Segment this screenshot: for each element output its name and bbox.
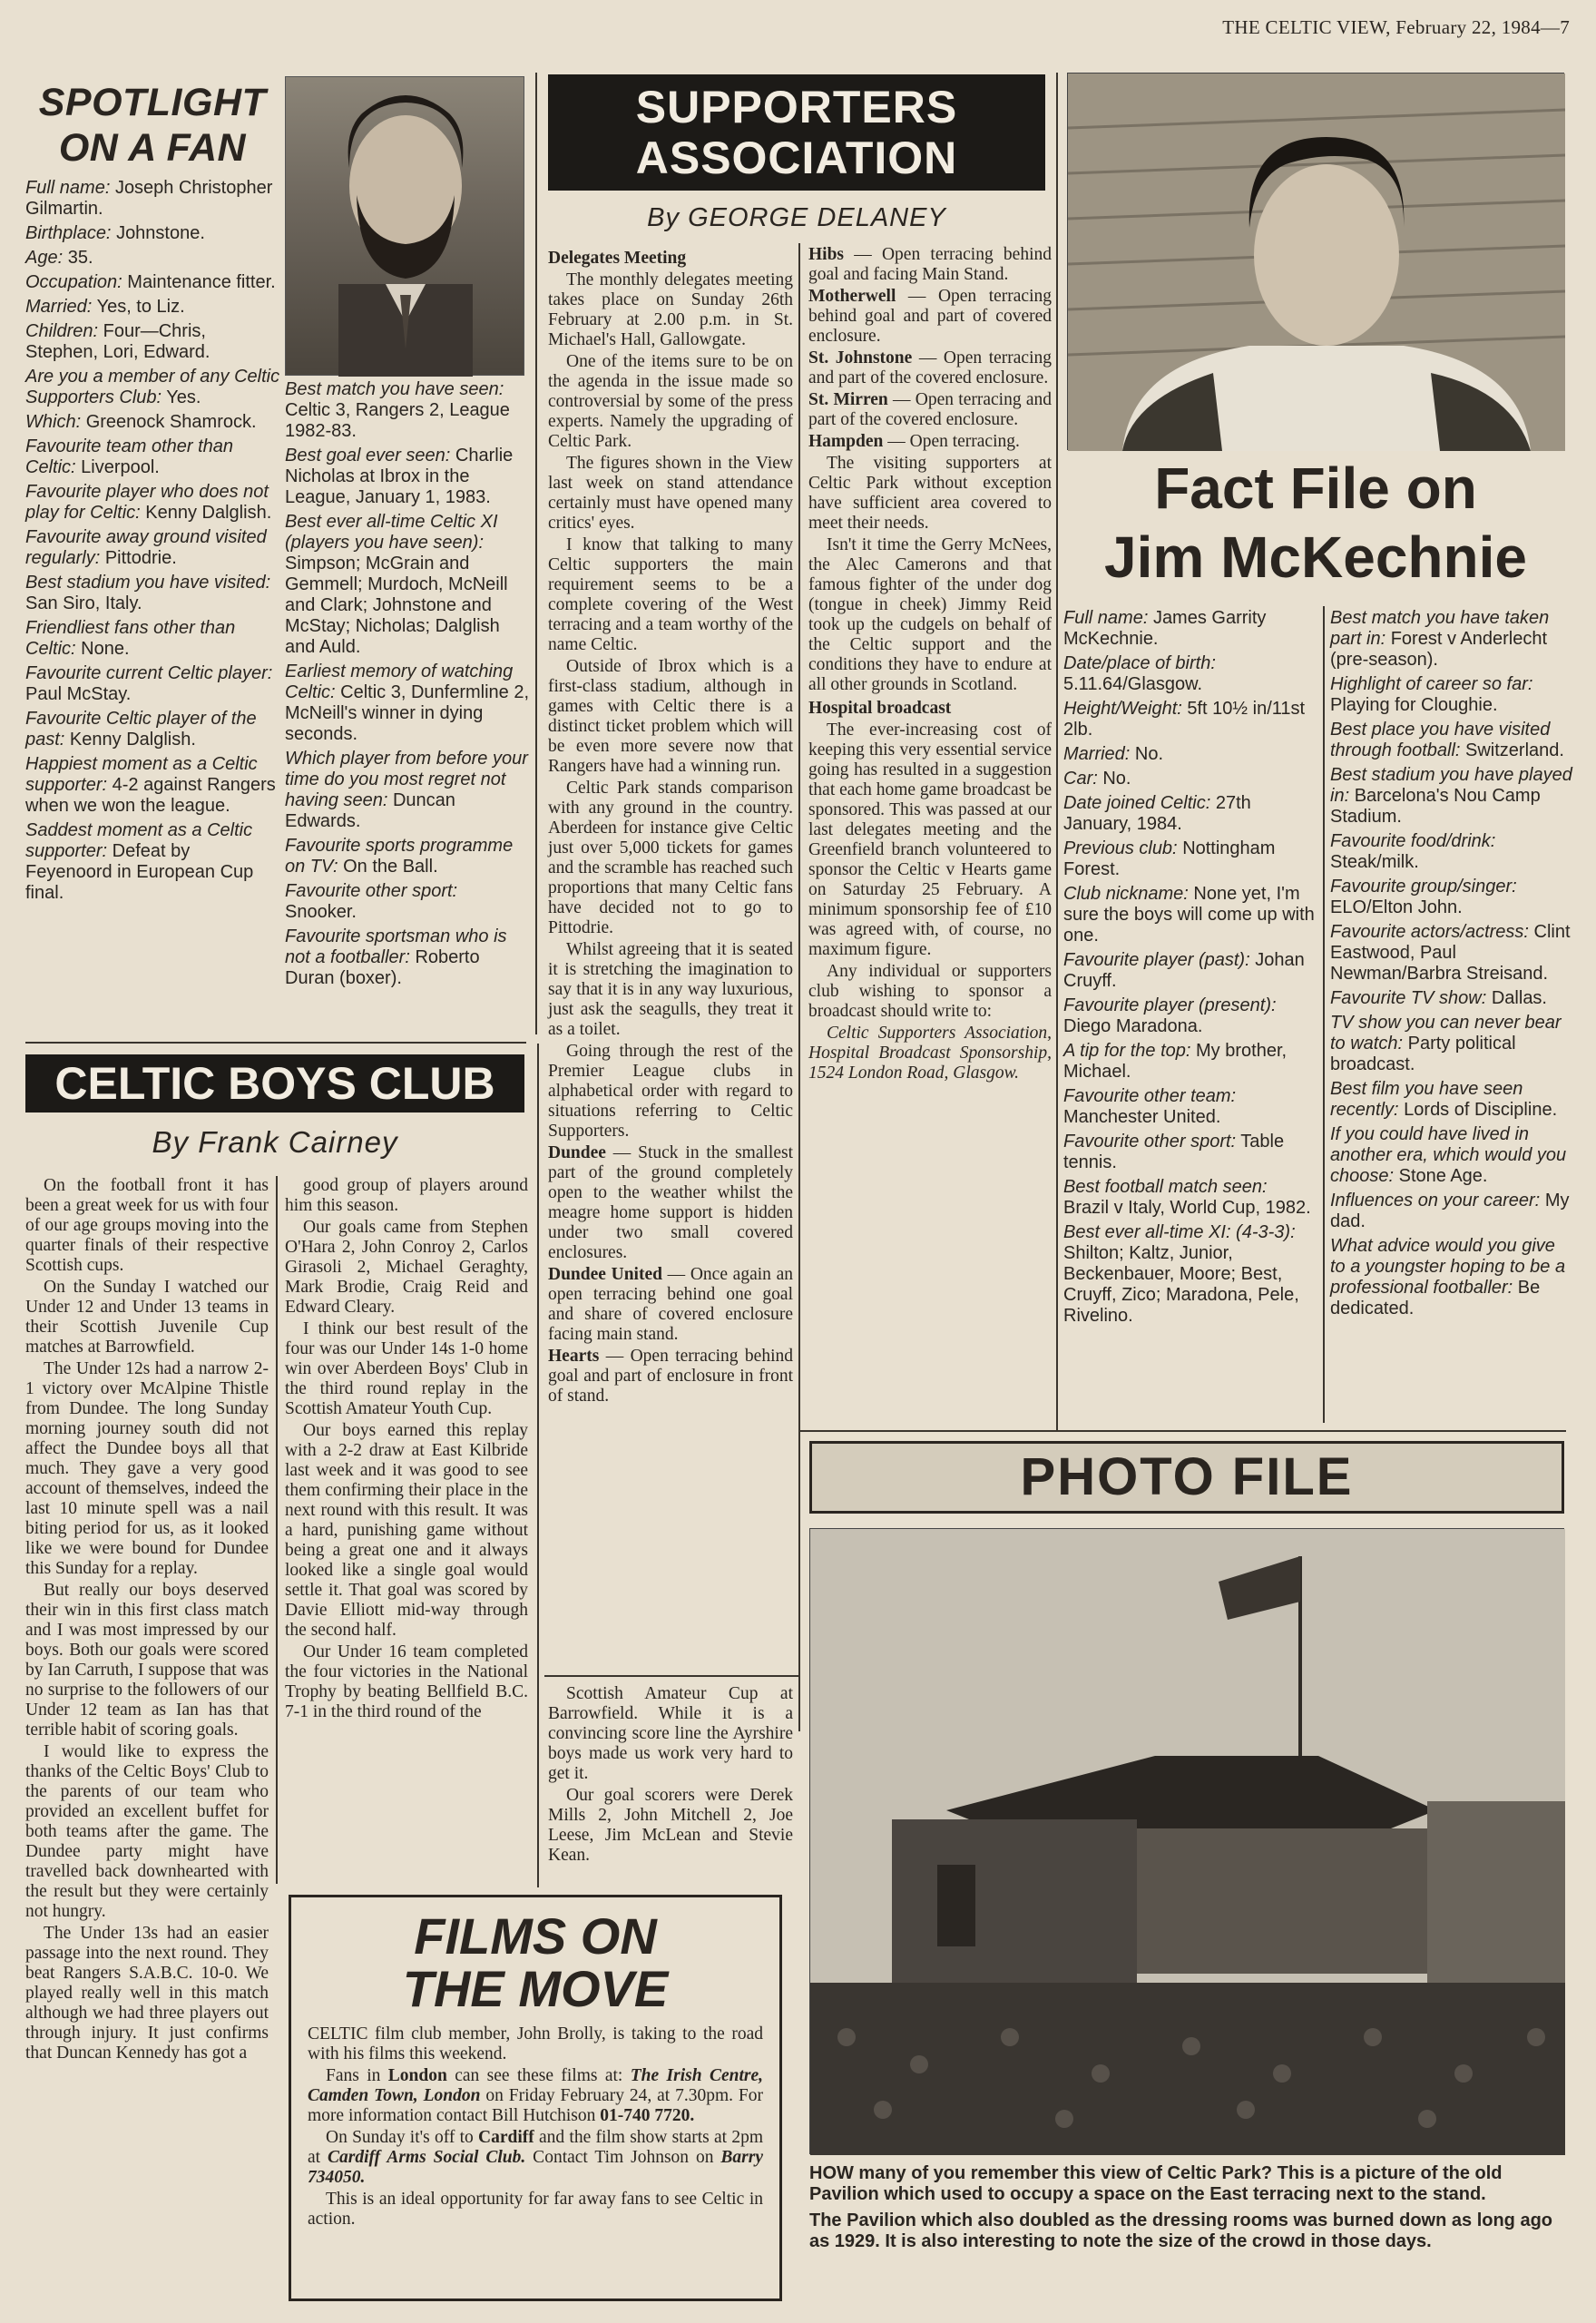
qa-entry bbox=[25, 436, 281, 478]
qa-entry bbox=[1063, 653, 1316, 695]
qa-answer: Stone Age. bbox=[1398, 1166, 1488, 1186]
paragraph: I would like to express the thanks of the Celtic Boys' Club to the parents of our team who provided an excellent buffet for both teams after the game. The Dundee party might have travelled back downhearted with the result but they were certainly not hungry. bbox=[25, 1742, 269, 1921]
ground-name: Dundee bbox=[548, 1143, 606, 1162]
mckechnie-photo bbox=[1067, 73, 1564, 450]
qa-entry bbox=[25, 573, 281, 614]
qa-answer: Diego Maradona. bbox=[1063, 1016, 1203, 1036]
ground-description: — Open terracing behind goal and facing Main Stand. bbox=[808, 245, 1052, 284]
supporters-column-2 bbox=[808, 245, 1052, 1085]
ground-name: St. Johnstone bbox=[808, 348, 913, 368]
qa-entry bbox=[25, 482, 281, 524]
qa-question: Best ever all-time XI: (4-3-3): bbox=[1063, 1222, 1296, 1242]
qa-question: Favourite other sport: bbox=[1063, 1132, 1237, 1152]
paragraph: One of the items sure to be on the agenda in the issue made so controversial by some of the press experts. Namely the upgrading of Celtic Park. bbox=[548, 352, 793, 451]
qa-question: Best stadium you have played in: bbox=[1330, 765, 1572, 806]
qa-answer: On the Ball. bbox=[343, 857, 438, 877]
films-paragraph-4: This is an ideal opportunity for far away fans to see Celtic in action. bbox=[308, 2190, 763, 2229]
qa-question: Club nickname: bbox=[1063, 884, 1189, 904]
paragraph: I know that talking to many Celtic supporters the main requirement seems to be a complete covering of the West terracing and a team worthy of the name Celtic. bbox=[548, 535, 793, 654]
qa-question: Date/place of birth: bbox=[1063, 653, 1216, 673]
spotlight-right-answers bbox=[285, 379, 530, 993]
qa-entry bbox=[1330, 1236, 1575, 1319]
qa-question: Favourite player who does not play for Celtic: bbox=[25, 482, 269, 523]
qa-answer: Nottingham Forest. bbox=[1063, 838, 1276, 879]
boys-club-byline: By Frank Cairney bbox=[152, 1125, 398, 1159]
qa-entry bbox=[1330, 720, 1575, 761]
qa-question: Full name: bbox=[1063, 608, 1149, 628]
films-phone-london: 01-740 7720. bbox=[600, 2106, 695, 2125]
spotlight-left-answers bbox=[25, 178, 281, 907]
qa-entry bbox=[25, 618, 281, 660]
qa-answer: Yes. bbox=[166, 387, 201, 407]
ground-name: Hearts bbox=[548, 1347, 600, 1366]
qa-answer: ELO/Elton John. bbox=[1330, 897, 1463, 917]
films-title-line2: THE MOVE bbox=[402, 1960, 669, 2017]
films-city-london: London bbox=[387, 2066, 447, 2085]
pavilion-photo-illustration bbox=[810, 1529, 1565, 2155]
qa-entry bbox=[1063, 995, 1316, 1037]
ground-name: St. Mirren bbox=[808, 390, 888, 409]
qa-answer: Johnstone. bbox=[116, 223, 205, 243]
paragraph: On the Sunday I watched our Under 12 and Under 13 teams in their Scottish Juvenile Cup matches at Barrowfield. bbox=[25, 1278, 269, 1357]
paragraph: Outside of Ibrox which is a first-class stadium, although in games with Celtic there is a distinct ticket problem which will be even more severe now that Rangers have had a winning run. bbox=[548, 657, 793, 776]
paragraph: The Under 13s had an easier passage into the next round. They beat Rangers S.A.B.C. 10-0. We played really well in this match although we had three players out through injury. It just confirms that Duncan Kennedy has got a bbox=[25, 1924, 269, 2063]
qa-answer: Kenny Dalglish. bbox=[69, 730, 196, 750]
qa-entry bbox=[1063, 1177, 1316, 1219]
qa-entry bbox=[1063, 884, 1316, 946]
qa-question: Married: bbox=[25, 297, 93, 317]
qa-answer: 5.11.64/Glasgow. bbox=[1063, 674, 1203, 694]
photo-file-title: PHOTO FILE bbox=[809, 1441, 1564, 1514]
qa-answer: Playing for Cloughie. bbox=[1330, 695, 1498, 715]
qa-question: Favourite team other than Celtic: bbox=[25, 436, 234, 477]
qa-entry bbox=[1063, 699, 1316, 740]
mckechnie-title-line1: Fact File on bbox=[1154, 456, 1477, 521]
mckechnie-right-answers bbox=[1330, 608, 1575, 1323]
qa-answer: Four—Chris, Stephen, Lori, Edward. bbox=[25, 321, 211, 362]
fan-portrait-photo bbox=[285, 76, 524, 376]
qa-entry bbox=[25, 367, 281, 408]
qa-question: Favourite Celtic player of the past: bbox=[25, 709, 257, 750]
ground-entry bbox=[808, 348, 1052, 388]
qa-entry bbox=[1330, 765, 1575, 828]
qa-question: Best stadium you have visited: bbox=[25, 573, 271, 593]
section-divider bbox=[25, 1042, 526, 1044]
qa-answer: Table tennis. bbox=[1063, 1132, 1285, 1172]
address: Celtic Supporters Association, Hospital Broadcast Sponsorship, 1524 London Road, Glasgow. bbox=[808, 1024, 1052, 1083]
qa-answer: No. bbox=[1134, 744, 1164, 764]
qa-question: Influences on your career: bbox=[1330, 1191, 1541, 1211]
qa-entry bbox=[25, 663, 281, 705]
mckechnie-title-line2: Jim McKechnie bbox=[1104, 524, 1527, 590]
qa-entry bbox=[285, 749, 530, 832]
qa-question: Favourite food/drink: bbox=[1330, 831, 1496, 851]
section-divider bbox=[798, 1430, 1566, 1432]
qa-question: TV show you can never bear to watch: bbox=[1330, 1013, 1562, 1054]
celtic-park-pavilion-photo bbox=[809, 1528, 1564, 2154]
column-divider bbox=[1056, 73, 1058, 1430]
qa-answer: Shilton; Kaltz, Junior, Beckenbauer, Moore; Best, Cruyff, Zico; Maradona, Pele, Rivelino. bbox=[1063, 1243, 1299, 1326]
qa-answer: Barcelona's Nou Camp Stadium. bbox=[1330, 786, 1541, 827]
qa-question: Favourite away ground visited regularly: bbox=[25, 527, 267, 568]
qa-answer: Forest v Anderlecht (pre-season). bbox=[1330, 629, 1548, 670]
films-paragraph-1: CELTIC film club member, John Brolly, is taking to the road with his films this weekend. bbox=[308, 2024, 763, 2063]
boys-club-column-3 bbox=[548, 1684, 793, 1867]
qa-answer: Manchester United. bbox=[1063, 1107, 1221, 1127]
mckechnie-left-answers bbox=[1063, 608, 1316, 1330]
qa-entry bbox=[25, 709, 281, 750]
ground-name: Dundee United bbox=[548, 1265, 662, 1284]
photo-caption-1: HOW many of you remember this view of Celtic Park? This is a picture of the old Pavilion which used to occupy a space on the East terracing next to the stand. bbox=[809, 2163, 1503, 2204]
qa-answer: My brother, Michael. bbox=[1063, 1041, 1288, 1082]
qa-entry bbox=[1063, 950, 1316, 992]
qa-question: Saddest moment as a Celtic supporter: bbox=[25, 820, 253, 861]
qa-answer: Kenny Dalglish. bbox=[145, 503, 272, 523]
paragraph: The monthly delegates meeting takes place on Sunday 26th February at 2.00 p.m. in St. Michael's Hall, Gallowgate. bbox=[548, 270, 793, 349]
masthead: THE CELTIC VIEW, February 22, 1984—7 bbox=[1222, 16, 1570, 38]
films-text: can see these films at: bbox=[446, 2066, 631, 2085]
qa-question: Best film you have seen recently: bbox=[1330, 1079, 1523, 1120]
qa-entry bbox=[25, 527, 281, 569]
paragraph: Whilst agreeing that it is seated it is stretching the imagination to say that it is in any way luxurious, just ask the seagulls, they treat it as a toilet. bbox=[548, 940, 793, 1039]
column-divider bbox=[1323, 606, 1325, 1423]
films-text: Fans in bbox=[326, 2066, 388, 2085]
qa-question: Best place you have visited through football: bbox=[1330, 720, 1551, 760]
qa-entry bbox=[25, 412, 281, 433]
ground-description: — Open terracing and part of the covered enclosure. bbox=[808, 390, 1052, 429]
qa-question: Birthplace: bbox=[25, 223, 112, 243]
qa-question: A tip for the top: bbox=[1063, 1041, 1191, 1061]
photo-file-caption bbox=[809, 2163, 1566, 2258]
qa-entry bbox=[1330, 831, 1575, 873]
qa-answer: Steak/milk. bbox=[1330, 852, 1419, 872]
qa-answer: 5ft 10½ in/11st 2lb. bbox=[1063, 699, 1306, 740]
films-text: On Sunday it's off to bbox=[326, 2128, 479, 2147]
qa-entry bbox=[1063, 793, 1316, 835]
qa-entry bbox=[1063, 744, 1316, 765]
qa-answer: Simpson; McGrain and Gemmell; Murdoch, McNeill and Clark; Johnstone and McStay; Nicholas; Dalglish and Auld. bbox=[285, 554, 508, 657]
qa-answer: Celtic 3, Rangers 2, League 1982-83. bbox=[285, 400, 510, 441]
qa-entry bbox=[1330, 877, 1575, 918]
ground-entry bbox=[548, 1265, 793, 1345]
spotlight-title-line1: SPOTLIGHT bbox=[38, 81, 267, 124]
qa-question: Favourite actors/actress: bbox=[1330, 922, 1529, 942]
qa-entry bbox=[285, 446, 530, 508]
qa-question: Best football match seen: bbox=[1063, 1177, 1268, 1197]
films-text: on Friday February 24, at 7.30pm. For more information contact Bill Hutchison bbox=[308, 2086, 764, 2125]
spotlight-title-line2: ON A FAN bbox=[58, 126, 247, 170]
qa-question: Favourite group/singer: bbox=[1330, 877, 1517, 897]
qa-entry bbox=[285, 662, 530, 745]
ground-entry bbox=[808, 245, 1052, 285]
paragraph: The visiting supporters at Celtic Park without exception have sufficient area covered to meet their needs. bbox=[808, 454, 1052, 533]
ground-description: — Open terracing and part of the covered enclosure. bbox=[808, 348, 1052, 387]
qa-answer: No. bbox=[1102, 769, 1131, 789]
ground-entry bbox=[808, 287, 1052, 347]
section-divider bbox=[544, 1675, 798, 1677]
qa-entry bbox=[285, 379, 530, 442]
column-divider bbox=[535, 73, 537, 1034]
qa-entry bbox=[25, 321, 281, 363]
ground-name: Hibs bbox=[808, 245, 845, 264]
qa-answer: Clint Eastwood, Paul Newman/Barbra Streisand. bbox=[1330, 922, 1571, 984]
boys-club-title: CELTIC BOYS CLUB bbox=[25, 1054, 524, 1112]
supporters-byline: By GEORGE DELANEY bbox=[647, 203, 946, 232]
paragraph: good group of players around him this season. bbox=[285, 1176, 528, 1215]
films-paragraph-2 bbox=[308, 2066, 763, 2126]
qa-entry bbox=[1063, 1222, 1316, 1327]
qa-entry bbox=[1063, 838, 1316, 880]
qa-entry bbox=[1330, 1191, 1575, 1232]
qa-question: Date joined Celtic: bbox=[1063, 793, 1211, 813]
qa-entry bbox=[1063, 608, 1316, 650]
qa-entry bbox=[25, 754, 281, 817]
qa-question: Full name: bbox=[25, 178, 111, 198]
qa-entry bbox=[285, 926, 530, 989]
photo-caption-2: The Pavilion which also doubled as the dressing rooms was burned down as long ago as 1929. It is also interesting to note the size of the crowd in those days. bbox=[809, 2210, 1553, 2251]
subheading: Delegates Meeting bbox=[548, 249, 687, 268]
qa-question: Previous club: bbox=[1063, 838, 1178, 858]
qa-entry bbox=[1063, 1132, 1316, 1173]
paragraph: Our goals came from Stephen O'Hara 2, John Conroy 2, Carlos Girasoli 2, Michael Geraghty, Mark Brodie, Craig Reid and Edward Cleary. bbox=[285, 1218, 528, 1317]
qa-question: Highlight of career so far: bbox=[1330, 674, 1533, 694]
qa-question: If you could have lived in another era, which would you choose: bbox=[1330, 1124, 1567, 1186]
qa-question: Earliest memory of watching Celtic: bbox=[285, 662, 514, 702]
qa-question: Age: bbox=[25, 248, 64, 268]
qa-entry bbox=[285, 512, 530, 658]
films-title-line1: FILMS ON bbox=[414, 1907, 657, 1965]
qa-answer: Charlie Nicholas at Ibrox in the League, January 1, 1983. bbox=[285, 446, 514, 507]
mckechnie-title bbox=[1067, 454, 1564, 592]
films-phone-cardiff: Barry 734050. bbox=[308, 2148, 763, 2187]
films-text: and the film show starts at 2pm at bbox=[308, 2128, 763, 2167]
qa-entry bbox=[1330, 922, 1575, 985]
paragraph: I think our best result of the four was our Under 14s 1-0 home win over Aberdeen Boys' Club in the third round replay in the Scottish Amateur Youth Cup. bbox=[285, 1319, 528, 1418]
qa-question: Favourite player (past): bbox=[1063, 950, 1250, 970]
qa-entry bbox=[1063, 1041, 1316, 1083]
qa-question: Favourite other sport: bbox=[285, 881, 458, 901]
qa-answer: My dad. bbox=[1330, 1191, 1570, 1231]
qa-question: Favourite current Celtic player: bbox=[25, 663, 273, 683]
column-divider bbox=[537, 1044, 539, 1887]
qa-answer: None yet, I'm sure the boys will come up with one. bbox=[1063, 884, 1315, 946]
supporters-association-title bbox=[548, 74, 1045, 191]
qa-answer: Liverpool. bbox=[81, 457, 160, 477]
qa-question: Friendliest fans other than Celtic: bbox=[25, 618, 236, 659]
qa-answer: Brazil v Italy, World Cup, 1982. bbox=[1063, 1198, 1311, 1218]
qa-answer: 27th January, 1984. bbox=[1063, 793, 1251, 834]
qa-answer: James Garrity McKechnie. bbox=[1063, 608, 1267, 649]
qa-answer: Party political broadcast. bbox=[1330, 1034, 1516, 1074]
boys-club-column-1 bbox=[25, 1176, 269, 2065]
qa-question: Favourite sportsman who is not a footballer: bbox=[285, 926, 507, 967]
paragraph: Going through the rest of the Premier League clubs in alphabetical order with regard to situations referring to Celtic Supporters. bbox=[548, 1042, 793, 1141]
qa-answer: None. bbox=[81, 639, 130, 659]
spotlight-title bbox=[25, 80, 279, 171]
qa-answer: 35. bbox=[67, 248, 93, 268]
qa-question: Best match you have taken part in: bbox=[1330, 608, 1550, 649]
qa-entry bbox=[1330, 988, 1575, 1009]
qa-entry bbox=[25, 223, 281, 244]
column-divider bbox=[276, 1176, 278, 1884]
qa-question: Car: bbox=[1063, 769, 1098, 789]
paragraph: Our Under 16 team completed the four victories in the National Trophy by beating Bellfield B.C. 7-1 in the third round of the bbox=[285, 1642, 528, 1721]
qa-answer: 4-2 against Rangers when we won the league. bbox=[25, 775, 276, 816]
paragraph: The Under 12s had a narrow 2-1 victory over McAlpine Thistle from Dundee. The long Sunday morning journey south did not affect the Dundee boys all that much. They gave a very good account of themselves, indeed the last 10 minute spell was a nail biting period for us, as it looked like we were bound for Dundee this Sunday for a replay. bbox=[25, 1359, 269, 1578]
films-paragraph-3 bbox=[308, 2128, 763, 2188]
qa-answer: Paul McStay. bbox=[25, 684, 132, 704]
qa-question: Which player from before your time do you most regret not having seen: bbox=[285, 749, 528, 810]
qa-question: Occupation: bbox=[25, 272, 122, 292]
qa-question: Happiest moment as a Celtic supporter: bbox=[25, 754, 258, 795]
qa-question: Are you a member of any Celtic Supporters Club: bbox=[25, 367, 280, 407]
films-text: Contact Tim Johnson on bbox=[525, 2148, 721, 2167]
qa-question: Favourite other team: bbox=[1063, 1086, 1237, 1106]
qa-question: Favourite sports programme on TV: bbox=[285, 836, 514, 877]
qa-answer: Lords of Discipline. bbox=[1404, 1100, 1558, 1120]
ground-entry bbox=[808, 432, 1052, 452]
paragraph: On the football front it has been a great week for us with four of our age groups moving into the quarter finals of their respective Scottish cups. bbox=[25, 1176, 269, 1275]
paragraph: Any individual or supporters club wishing to sponsor a broadcast should write to: bbox=[808, 962, 1052, 1021]
fan-portrait-illustration bbox=[286, 77, 525, 377]
ground-description: — Stuck in the smallest part of the ground completely open to the weather whilst the meagre home support is hidden under two small covered enclosures. bbox=[548, 1143, 793, 1262]
qa-entry bbox=[1063, 1086, 1316, 1128]
boys-club-column-2 bbox=[285, 1176, 528, 1724]
paragraph: Isn't it time the Gerry McNees, the Alec Camerons and that famous fighter of the under dog (tongue in cheek) Jimmy Reid took up the cudgels on behalf of the Celtic support and the conditions they have to endure at all other grounds in Scotland. bbox=[808, 535, 1052, 694]
qa-entry bbox=[25, 248, 281, 269]
qa-entry bbox=[285, 836, 530, 877]
qa-entry bbox=[1330, 608, 1575, 671]
films-body bbox=[308, 2024, 763, 2230]
subheading: Hospital broadcast bbox=[808, 699, 952, 718]
qa-question: Height/Weight: bbox=[1063, 699, 1182, 719]
qa-answer: Maintenance fitter. bbox=[127, 272, 276, 292]
ground-description: — Once again an open terracing behind one goal and share of covered enclosure facing main stand. bbox=[548, 1265, 793, 1344]
qa-answer: Switzerland. bbox=[1465, 740, 1564, 760]
paragraph: Our goal scorers were Derek Mills 2, John Mitchell 2, Joe Leese, Jim McLean and Stevie Kean. bbox=[548, 1786, 793, 1865]
films-title bbox=[308, 1907, 763, 2017]
qa-entry bbox=[25, 272, 281, 293]
qa-question: Best goal ever seen: bbox=[285, 446, 451, 466]
qa-entry bbox=[1063, 769, 1316, 789]
qa-answer: Pittodrie. bbox=[104, 548, 177, 568]
column-divider bbox=[798, 243, 800, 1731]
qa-answer: Joseph Christopher Gilmartin. bbox=[25, 178, 273, 219]
ground-name: Motherwell bbox=[808, 287, 896, 306]
qa-answer: Defeat by Feyenoord in European Cup final. bbox=[25, 841, 254, 903]
qa-answer: Roberto Duran (boxer). bbox=[285, 947, 480, 988]
sa-title-line1: SUPPORTERS bbox=[635, 82, 958, 132]
qa-question: Favourite TV show: bbox=[1330, 988, 1487, 1008]
qa-entry bbox=[25, 297, 281, 318]
qa-entry bbox=[285, 881, 530, 923]
qa-answer: Snooker. bbox=[285, 902, 357, 922]
qa-question: Married: bbox=[1063, 744, 1131, 764]
ground-entry bbox=[548, 1347, 793, 1407]
ground-entry bbox=[808, 390, 1052, 430]
qa-question: Best ever all-time Celtic XI (players you have seen): bbox=[285, 512, 498, 553]
paragraph: The ever-increasing cost of keeping this very essential service going has resulted in a suggestion that each home game broadcast be sponsored. This was passed at our last delegates meeting and the Greenfield branch volunteered to sponsor the Celtic v Hearts game on Saturday 25 February. A minimum sponsorship fee of £10 was agreed with, of course, no maximum figure. bbox=[808, 720, 1053, 959]
qa-answer: San Siro, Italy. bbox=[25, 593, 142, 613]
sa-title-line2: ASSOCIATION bbox=[635, 132, 958, 183]
qa-answer: Greenock Shamrock. bbox=[85, 412, 257, 432]
qa-entry bbox=[1330, 1079, 1575, 1121]
qa-question: Favourite player (present): bbox=[1063, 995, 1277, 1015]
qa-answer: Johan Cruyff. bbox=[1063, 950, 1305, 991]
qa-answer: Celtic 3, Dunfermline 2, McNeill's winner in dying seconds. bbox=[285, 682, 530, 744]
qa-answer: Yes, to Liz. bbox=[96, 297, 185, 317]
qa-question: Children: bbox=[25, 321, 99, 341]
paragraph: Scottish Amateur Cup at Barrowfield. While it is a convincing score line the Ayrshire boys made us work very hard to get it. bbox=[548, 1684, 793, 1783]
ground-description: — Open terracing behind goal and part of enclosure in front of stand. bbox=[548, 1347, 793, 1406]
qa-question: Which: bbox=[25, 412, 82, 432]
films-venue-cardiff: Cardiff Arms Social Club. bbox=[328, 2148, 526, 2167]
paragraph: But really our boys deserved their win in this first class match and I was most impressed by our boys. Both our goals were scored by Ian Carruth, I suppose that was no surprise to the followers of our Under 12 team as Ian has that terrible habit of scoring goals. bbox=[25, 1581, 269, 1740]
qa-entry bbox=[25, 178, 281, 220]
films-venue-london: The Irish Centre, Camden Town, London bbox=[308, 2066, 764, 2105]
qa-answer: Be dedicated. bbox=[1330, 1278, 1541, 1318]
paragraph: Our boys earned this replay with a 2-2 draw at East Kilbride last week and it was good to see them confirming their place in the next round with this result. It was a hard, punishing game without being a great one and it always looked like a single goal would settle it. That goal was scored by Davie Elliott mid-way through the second half. bbox=[285, 1421, 528, 1640]
qa-answer: Dallas. bbox=[1491, 988, 1547, 1008]
qa-entry bbox=[1330, 1013, 1575, 1075]
ground-description: — Open terracing. bbox=[883, 432, 1020, 451]
qa-entry bbox=[1330, 1124, 1575, 1187]
ground-name: Hampden bbox=[808, 432, 884, 451]
qa-entry bbox=[1330, 674, 1575, 716]
qa-answer: Duncan Edwards. bbox=[285, 790, 455, 831]
paragraph: The figures shown in the View last week on stand attendance certainly must have opened many critics' eyes. bbox=[548, 454, 793, 533]
qa-entry bbox=[25, 820, 281, 904]
ground-description: — Open terracing behind goal and part of covered enclosure. bbox=[808, 287, 1052, 346]
paragraph: Celtic Park stands comparison with any ground in the country. Aberdeen for instance give Celtic just over 5,000 tickets for games and the scramble has reached such proportions that many Celtic fans have decided not to go to Pittodrie. bbox=[548, 779, 793, 937]
films-city-cardiff: Cardiff bbox=[478, 2128, 534, 2147]
qa-question: Best match you have seen: bbox=[285, 379, 504, 399]
qa-question: What advice would you give to a youngster hoping to be a professional footballer: bbox=[1330, 1236, 1566, 1298]
ground-entry bbox=[548, 1143, 793, 1263]
supporters-column-1 bbox=[548, 245, 793, 1408]
mckechnie-photo-illustration bbox=[1068, 74, 1565, 451]
films-on-the-move-box bbox=[289, 1895, 782, 2301]
